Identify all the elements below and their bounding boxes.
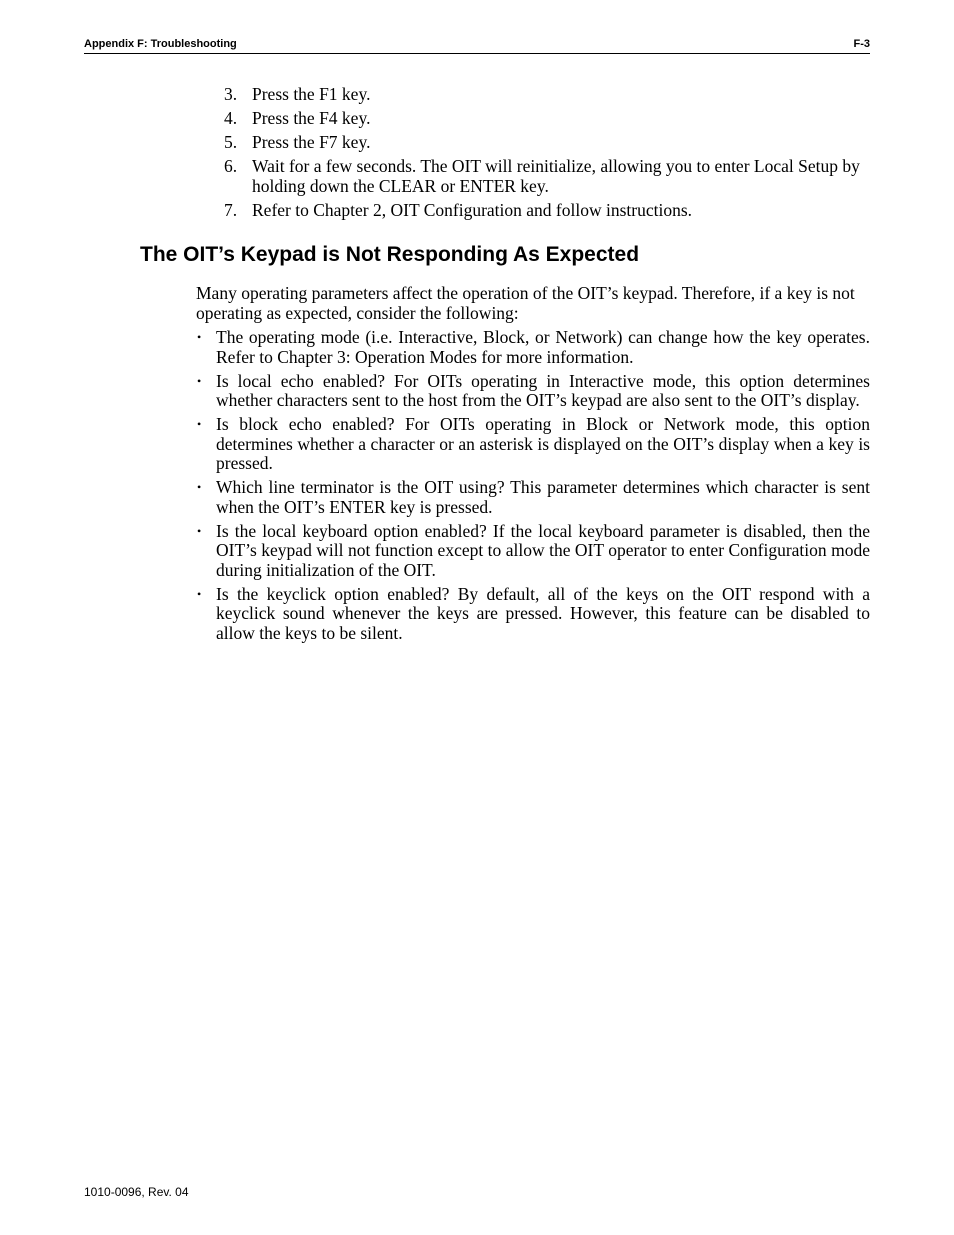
step-number: 5. [224,132,238,152]
page-header [84,38,870,54]
list-item [224,109,870,129]
bullet-text: Is block echo enabled? For OITs operating in Block or Network mode, this option determines whether a character or an asterisk is displayed on the OIT’s display when a key is pressed. [216,414,870,473]
header-chapter-title: Appendix F: Troubleshooting [84,38,237,50]
bullet-text: Is the keyclick option enabled? By default, all of the keys on the OIT respond with a keyclick sound whenever the keys are pressed. However, this feature can be disabled to allow the keys to be silent. [216,583,870,643]
list-item [224,133,870,153]
bullet-text: Is local echo enabled? For OITs operating in Interactive mode, this option determines whether characters sent to the host from the OIT’s keypad are also sent to the OIT’s display. [216,370,870,410]
bullet-icon: • [197,480,202,494]
bullet-icon: • [197,586,202,601]
bullet-icon: • [197,330,202,344]
list-item [196,585,870,644]
considerations-bullet-list [196,328,870,648]
bullet-icon: • [197,523,202,538]
bullet-text: Which line terminator is the OIT using? This parameter determines which character is sent when the OIT’s ENTER key is pressed. [216,477,870,517]
step-number: 6. [224,156,238,176]
step-text: Refer to Chapter 2, OIT Configuration and follow instructions. [252,199,693,220]
footer-doc-number: 1010-0096, Rev. 04 [84,1185,189,1199]
bullet-icon: • [197,373,202,388]
step-number: 3. [224,84,238,104]
list-item [196,478,870,517]
header-page-number: F-3 [853,38,870,50]
bullet-text: The operating mode (i.e. Interactive, Block, or Network) can change how the key operates. Refer to Chapter 3: Operation Modes for more information. [216,327,870,367]
bullet-icon: • [197,417,202,431]
step-number: 7. [224,199,238,220]
step-number: 4. [224,108,238,128]
step-text: Wait for a few seconds. The OIT will reinitialize, allowing you to enter Local Setup by holding down the CLEAR or ENTER key. [252,156,860,196]
bullet-text: Is the local keyboard option enabled? If the local keyboard parameter is disabled, then the OIT’s keypad will not function except to allow the OIT operator to enter Configuration mode during initialization of the OIT. [216,520,870,580]
list-item [224,157,870,196]
section-intro-paragraph: Many operating parameters affect the operation of the OIT’s keypad. Therefore, if a key is not operating as expected, consider the following: [196,283,855,323]
list-item [224,85,870,105]
list-item [196,328,870,367]
step-text: Press the F1 key. [252,84,371,104]
step-text: Press the F7 key. [252,132,371,152]
section-heading: The OIT’s Keypad is Not Responding As Expected [140,243,640,266]
step-text: Press the F4 key. [252,108,371,128]
list-item [224,201,870,221]
list-item [196,415,870,474]
list-item [196,372,870,411]
list-item [196,522,870,581]
numbered-steps-list [224,85,870,225]
